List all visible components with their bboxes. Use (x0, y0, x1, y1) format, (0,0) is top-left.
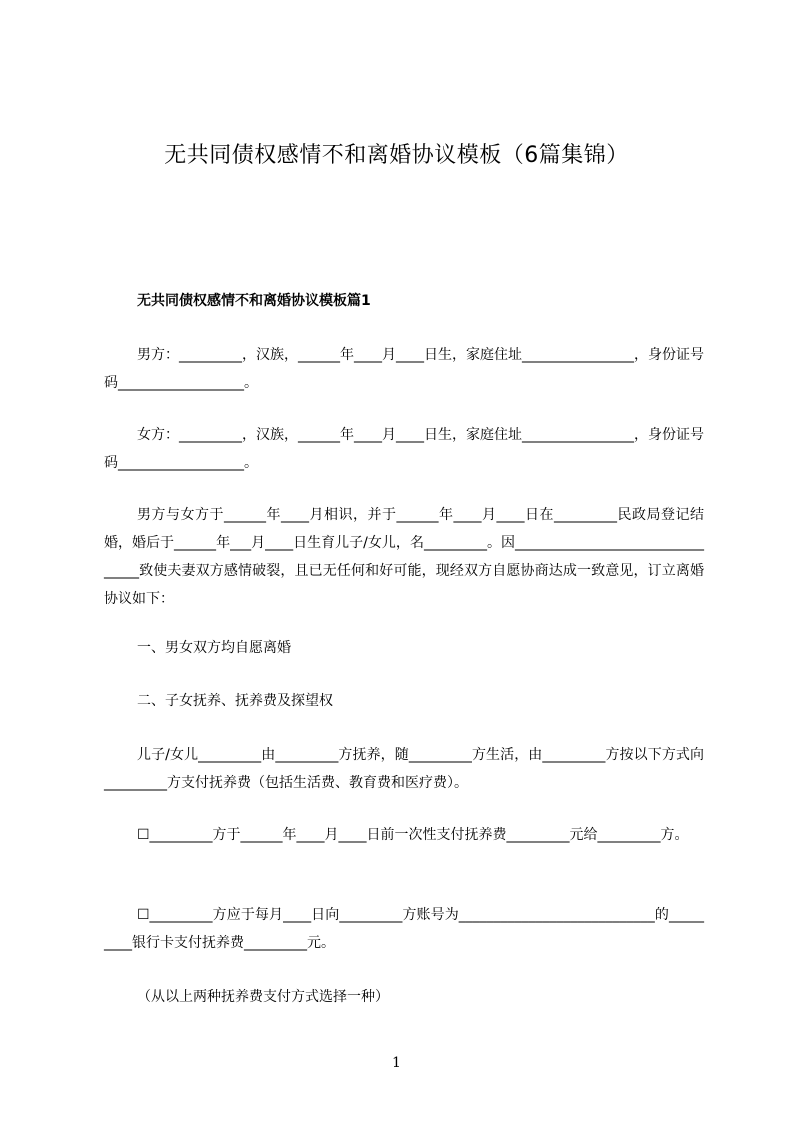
paragraph-marriage-background: 男方与女方于______年____月相识，并于______年____月____日在_________民政局登记结婚，婚后于______年___月____日生育儿子/女儿，名_________。因________________________________致使夫妻双方感情破裂，且已无任何和好可能，现经双方自愿协商达成一致意见，订立离婚协议如下： (104, 507, 704, 607)
paragraph-female-party: 女方：_________，汉族，______年____月____日生，家庭住址________________，身份证号码__________________。 (104, 427, 704, 471)
paragraph-choose-note: （从以上两种抚养费支付方式选择一种） (137, 989, 389, 1005)
section-title: 无共同债权感情不和离婚协议模板篇1 (137, 293, 371, 309)
document-title: 无共同债权感情不和离婚协议模板（6篇集锦） (164, 143, 629, 168)
clause-2-heading: 二、子女抚养、抚养费及探望权 (137, 693, 333, 709)
paragraph-male-party: 男方：_________，汉族，______年____月____日生，家庭住址________________，身份证号码__________________。 (104, 347, 704, 391)
clause-1-heading: 一、男女双方均自愿离婚 (137, 640, 291, 656)
paragraph-custody: 儿子/女儿_________由_________方抚养，随_________方生活，由_________方按以下方式向_________方支付抚养费（包括生活费、教育费和医疗费）。 (104, 747, 704, 791)
paragraph-lump-sum-option: ☐_________方于______年____月____日前一次性支付抚养费_________元给_________方。 (137, 827, 689, 843)
page-number: 1 (392, 1055, 401, 1071)
paragraph-monthly-option: ☐_________方应于每月____日向_________方账号为____________________________的_________银行卡支付抚养费_________元。 (104, 907, 704, 951)
